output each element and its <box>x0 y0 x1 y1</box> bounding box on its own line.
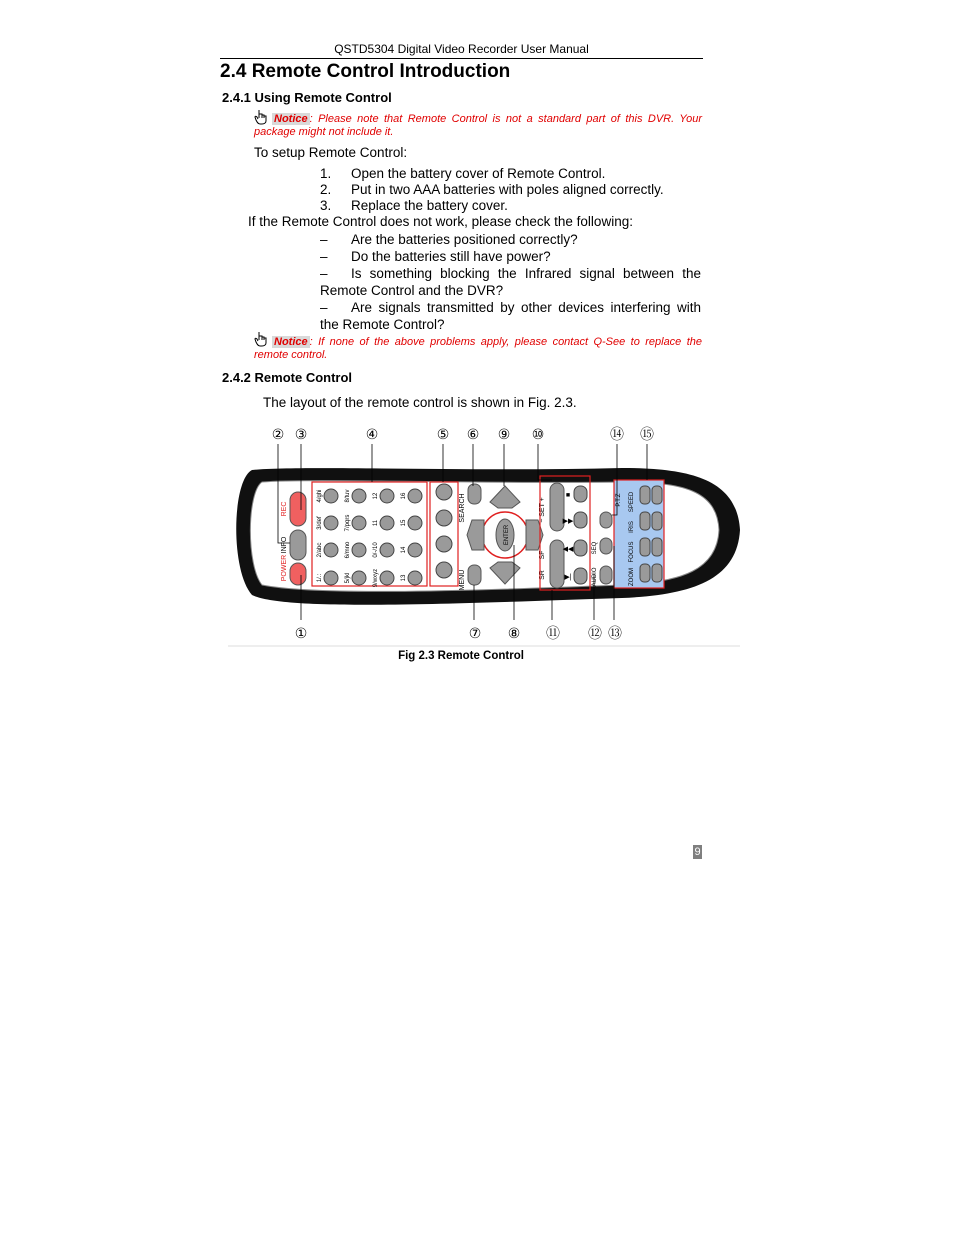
callout-12: ⑫ <box>588 625 602 641</box>
numpad-key-label: 4/ghi <box>317 489 323 503</box>
page-number: 9 <box>694 846 701 858</box>
numpad-key <box>324 543 338 557</box>
audio-button <box>600 566 612 584</box>
numpad-key-label: 9/wxyz <box>373 568 379 588</box>
header-rule <box>220 58 703 59</box>
subsection-title-remote: 2.4.2 Remote Control <box>222 370 353 385</box>
ptz-key <box>652 512 662 530</box>
callout-11: ⑪ <box>546 625 560 641</box>
numpad-key <box>352 543 366 557</box>
ptz-key <box>652 564 662 582</box>
numpad-key <box>324 571 338 585</box>
numpad-key-label: 0/-/10 <box>373 542 379 558</box>
running-header: QSTD5304 Digital Video Recorder User Manual <box>334 42 589 56</box>
ptz-label: P.T.Z <box>616 493 622 507</box>
menu-button <box>468 565 481 585</box>
setup-intro: To setup Remote Control: <box>254 145 408 160</box>
numpad-key-label: 1/.: <box>317 573 323 583</box>
playback-glyph: ▶| <box>564 574 572 581</box>
numpad-key-label: 3/def <box>317 516 323 530</box>
callout-13: ⑬ <box>608 625 622 641</box>
callout-1: ① <box>294 625 308 641</box>
numpad-key-label: 14 <box>401 546 407 554</box>
func-key <box>436 484 452 500</box>
remote-control-figure <box>222 420 746 650</box>
numpad-key-label: 15 <box>401 519 407 527</box>
callout-9: ⑨ <box>497 426 511 442</box>
callout-10: ⑩ <box>531 426 545 442</box>
playback-key <box>574 512 587 528</box>
numpad-key-label: 5/jkl <box>345 572 351 584</box>
focus-label: FOCUS <box>629 541 635 563</box>
rec-button <box>290 492 306 526</box>
dash-marker: – <box>320 232 328 247</box>
check-intro: If the Remote Control does not work, please check the following: <box>248 214 633 229</box>
check-text: Are signals transmitted by other devices interfering with the Remote Control? <box>320 300 701 332</box>
notice-1 <box>254 113 702 139</box>
notice-label: Notice <box>274 336 308 348</box>
subsection-title-using: 2.4.1 Using Remote Control <box>222 90 392 105</box>
step-number: 3. <box>320 198 332 213</box>
numpad-key-label: 7/pqrs <box>345 514 351 532</box>
numpad-key <box>352 516 366 530</box>
set-label: − SET + <box>539 497 546 523</box>
func-key <box>436 510 452 526</box>
numpad-key <box>408 516 422 530</box>
callout-5: ⑤ <box>436 426 450 442</box>
setup-step <box>320 198 508 214</box>
playback-key <box>574 568 587 584</box>
callout-4: ④ <box>365 426 379 442</box>
setup-step <box>320 182 664 198</box>
playback-key <box>574 486 587 502</box>
callout-7: ⑦ <box>468 625 482 641</box>
step-number: 2. <box>320 182 332 197</box>
callout-6: ⑥ <box>466 426 480 442</box>
numpad-key <box>352 489 366 503</box>
numpad-key <box>352 571 366 585</box>
numpad-key <box>408 543 422 557</box>
figure-caption: Fig 2.3 Remote Control <box>398 650 524 662</box>
info-button <box>290 530 306 560</box>
ptz-key <box>652 538 662 556</box>
numpad-key-label: 12 <box>373 492 379 500</box>
numpad-key <box>324 516 338 530</box>
ptz-key <box>652 486 662 504</box>
check-text: Are the batteries positioned correctly? <box>351 232 578 247</box>
layout-text: The layout of the remote control is shown in Fig. 2.3. <box>263 395 577 410</box>
seq-label: SEQ <box>592 541 598 555</box>
step-text: Open the battery cover of Remote Control. <box>351 166 606 181</box>
check-item <box>320 299 701 333</box>
seq-arrow-button <box>600 512 612 528</box>
playback-glyph: ▶▶ <box>562 518 574 525</box>
numpad-key <box>380 516 394 530</box>
check-item <box>320 231 701 248</box>
callout-2: ② <box>271 426 285 442</box>
playback-glyph: ■ <box>565 492 571 499</box>
callout-14: ⑭ <box>610 426 624 442</box>
menu-label: MENU <box>459 569 466 591</box>
ptz-key <box>640 486 650 504</box>
playback-glyph: ◀◀ <box>562 546 574 553</box>
rec-label: REC <box>281 501 288 517</box>
notice-text: : If none of the above problems apply, please contact Q-See to replace the remote control. <box>254 336 702 361</box>
info-label: INFO <box>281 536 288 554</box>
ptz-key <box>640 512 650 530</box>
numpad-key <box>380 571 394 585</box>
numpad-key <box>408 489 422 503</box>
check-text: Is something blocking the Infrared signal between the Remote Control and the DVR? <box>320 266 701 298</box>
numpad-key-label: 8/tuv <box>345 489 351 503</box>
callout-15: ⑮ <box>640 426 654 442</box>
callout-8: ⑧ <box>507 625 521 641</box>
numpad-key-label: 13 <box>401 574 407 582</box>
ptz-key <box>640 538 650 556</box>
func-key <box>436 562 452 578</box>
numpad-key <box>324 489 338 503</box>
sf-label: SF <box>539 550 546 560</box>
enter-label: ENTER <box>504 524 510 546</box>
numpad-key <box>380 543 394 557</box>
step-text: Put in two AAA batteries with poles aligned correctly. <box>351 182 664 197</box>
playback-key <box>574 540 587 556</box>
sr-label: SR <box>539 570 546 580</box>
section-title: 2.4 Remote Control Introduction <box>220 61 511 82</box>
dash-marker: – <box>320 300 328 315</box>
numpad-key-label: 6/mno <box>345 541 351 559</box>
check-item <box>320 248 701 265</box>
power-button <box>290 563 306 585</box>
dash-marker: – <box>320 266 328 281</box>
search-button <box>468 484 481 504</box>
speed-label: SPEED <box>629 491 635 513</box>
callout-3: ③ <box>294 426 308 442</box>
numpad-key-label: 16 <box>401 492 407 500</box>
func-key <box>436 536 452 552</box>
numpad-key <box>380 489 394 503</box>
numpad-key <box>408 571 422 585</box>
dash-marker: – <box>320 249 328 264</box>
seq-button <box>600 538 612 554</box>
check-item <box>320 265 701 299</box>
power-label: POWER <box>281 554 288 582</box>
numpad-key-label: 2/abc <box>317 542 323 558</box>
notice-text: : Please note that Remote Control is not a standard part of this DVR. Your package might not include it. <box>254 113 702 138</box>
ptz-key <box>640 564 650 582</box>
step-text: Replace the battery cover. <box>351 198 508 213</box>
numpad-key-label: 11 <box>373 519 379 527</box>
notice-2 <box>254 336 702 362</box>
check-text: Do the batteries still have power? <box>351 249 551 264</box>
audio-label: AUDIO <box>592 567 598 587</box>
iris-label: IRIS <box>629 521 635 533</box>
search-label: SEARCH <box>459 493 466 523</box>
setup-step <box>320 166 605 182</box>
step-number: 1. <box>320 166 332 181</box>
zoom-label: ZOOM <box>629 568 635 586</box>
notice-label: Notice <box>274 113 308 125</box>
